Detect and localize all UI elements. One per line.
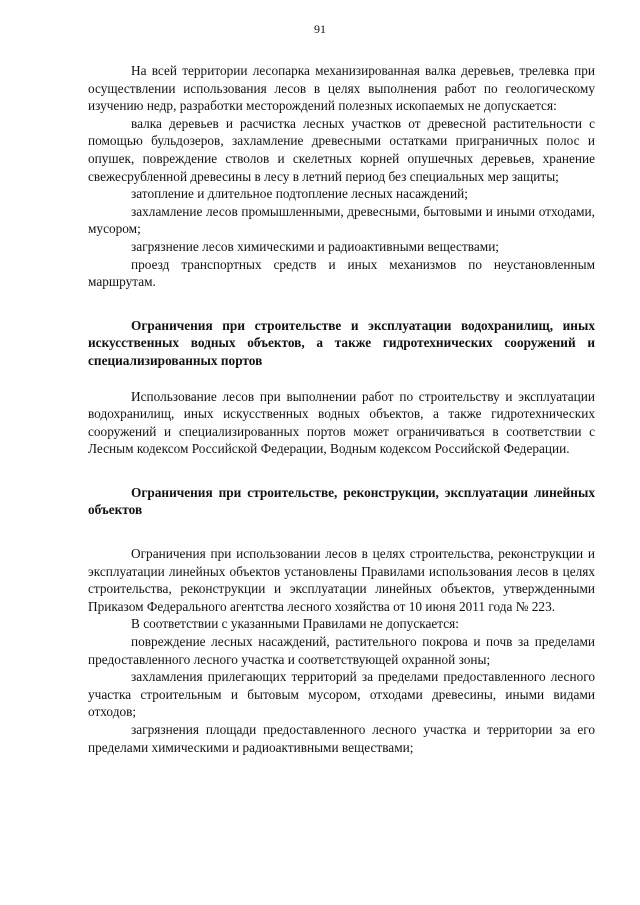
list-item: загрязнения площади предоставленного лесного участка и территории за его пределами химическими и радиоактивными веществами; — [88, 722, 595, 755]
paragraph: Ограничения при использовании лесов в целях строительства, реконструкции и эксплуатации линейных объектов установлены Правилами использования лесов в целях строительства, реконструкции и эксплуатации линейных объектов, утвержденными Приказом Федерального агентства лесного хозяйства от 10 июня 2011 года № 223. — [88, 546, 595, 614]
section-heading: Ограничения при строительстве и эксплуатации водохранилищ, иных искусственных водных объектов, а также гидротехнических сооружений и специализированных портов — [88, 317, 595, 368]
page-number: 91 — [314, 22, 326, 36]
list-item: повреждение лесных насаждений, растительного покрова и почв за пределами предоставленного лесного участка и соответствующей охранной зоны; — [88, 634, 595, 667]
section-heading: Ограничения при строительстве, реконструкции, эксплуатации линейных объектов — [88, 484, 595, 518]
list-item: затопление и длительное подтопление лесных насаждений; — [131, 186, 468, 202]
list-item: проезд транспортных средств и иных механизмов по неустановленным маршрутам. — [88, 256, 595, 290]
list-item: захламление лесов промышленными, древесными, бытовыми и иными отходами, мусором; — [88, 203, 595, 237]
list-item: захламления прилегающих территорий за пределами предоставленного лесного участка строительным и бытовым мусором, отходами древесины, иными видами отходов; — [88, 669, 595, 720]
list-item: валка деревьев и расчистка лесных участков от древесной растительности с помощью бульдозеров, захламление древесными остатками приграничных полос и опушек, повреждение стволов и скелетных корней опушечных деревьев, хранение свежесрубленной древесины в лесу в летний период без специальных мер защиты; — [88, 115, 595, 184]
paragraph: На всей территории лесопарка механизированная валка деревьев, трелевка при осуществлении использования лесов в целях выполнения работ по геологическому изучению недр, разработки месторождений полезных ископаемых не допускается: — [88, 63, 595, 114]
paragraph: В соответствии с указанными Правилами не допускается: — [131, 616, 459, 632]
paragraph: Использование лесов при выполнении работ по строительству и эксплуатации водохранилищ, иных искусственных водных объектов, а также гидротехнических сооружений и специализированных портов может ограничиваться в соответствии с Лесным кодексом Российской Федерации, Водным кодексом Российской Федерации. — [88, 388, 595, 457]
page-content — [88, 62, 595, 756]
list-item: загрязнение лесов химическими и радиоактивными веществами; — [131, 238, 500, 254]
